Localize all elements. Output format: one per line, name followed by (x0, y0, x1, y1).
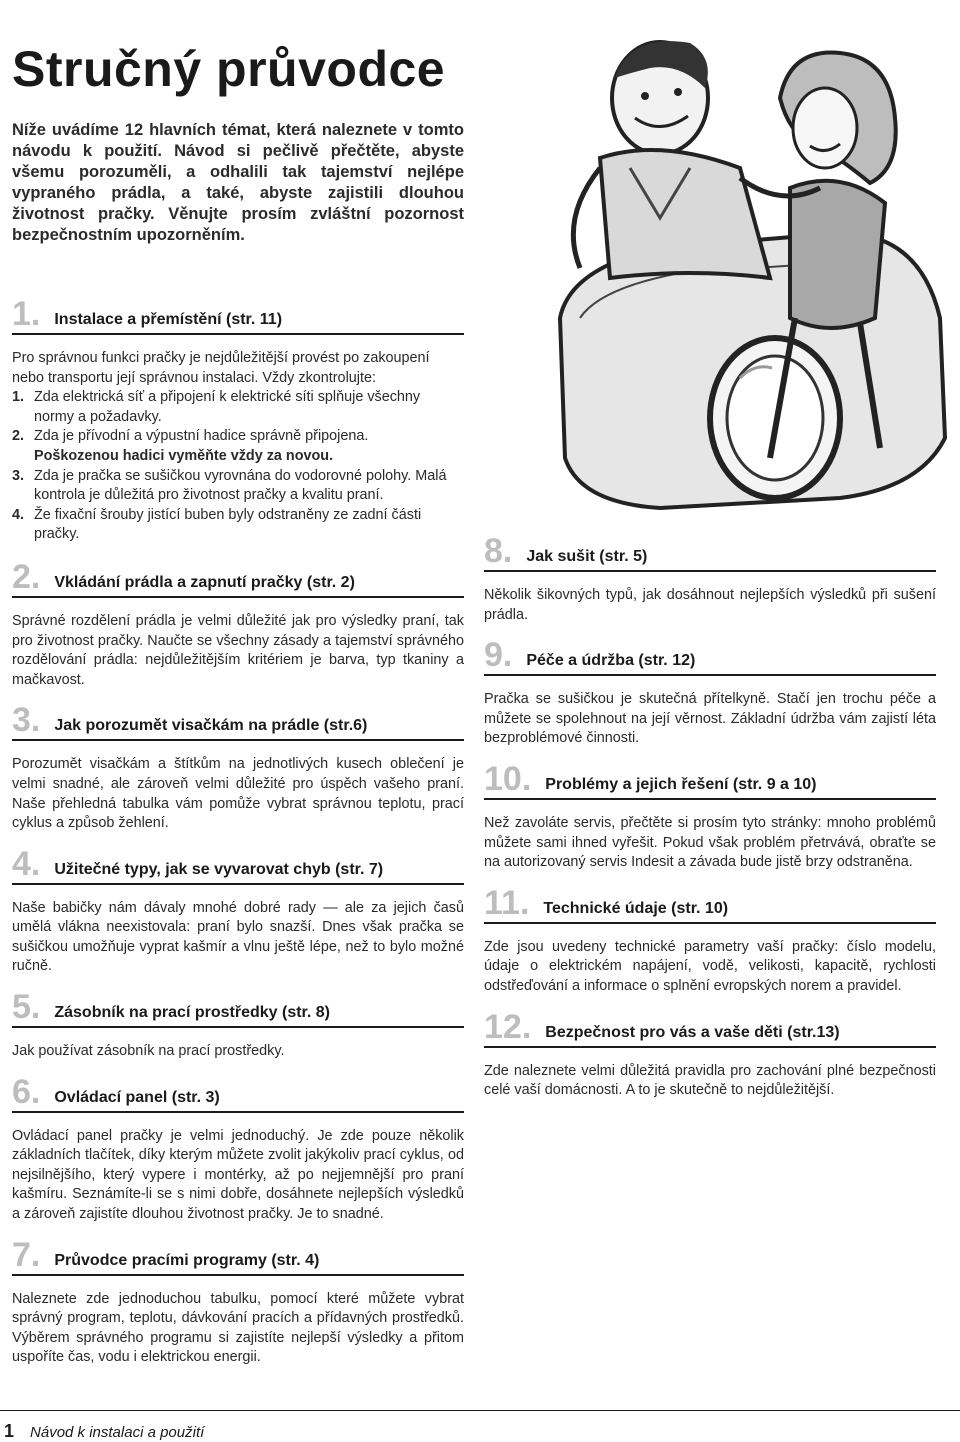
list-item: 1. Zda elektrická síť a připojení k elektrické síti splňuje všechny normy a požadavky. (12, 389, 421, 425)
intro-paragraph: Níže uvádíme 12 hlavních témat, která naleznete v tomto návodu k použití. Návod si pečlivě přečtěte, abyste všemu porozuměli, a odhalili tak tajemství nejlépe vypraného prádla, a také, abyste zajistili dlouhou životnost pračky. Věnujte prosím zvláštní pozornost bezpečnostním upozorněním. (12, 121, 464, 244)
section-heading (12, 295, 464, 335)
section-title: Instalace a přemístění (str. 11) (54, 311, 283, 328)
section-body: Jak používat zásobník na prací prostředky. (12, 1043, 285, 1060)
section-number: 6. (12, 1072, 41, 1111)
section-heading (12, 557, 464, 598)
section-number: 5. (12, 988, 41, 1027)
page-footer (4, 1421, 204, 1442)
section-number: 11. (484, 883, 530, 922)
section-dispenser (12, 988, 464, 1062)
section-title: Jak porozumět visačkám na prádle (str.6) (54, 717, 368, 735)
section-title: Užitečné typy, jak se vyvarovat chyb (str. 7) (54, 860, 384, 878)
section-body: Než zavoláte servis, přečtěte si prosím tyto stránky: mnoho problémů můžete sami ihned vyřešit. Pokud však problém přetrvává, obraťte se na autorizovaný servis Indesit a závada bude jistě brzy odstraněna. (484, 814, 936, 871)
section-drying (484, 532, 936, 625)
section-control-panel (12, 1072, 464, 1225)
section-body: Naše babičky nám dávaly mnohé dobré rady — ale za jejich časů umělá vlákna neexistovala: praní bylo snazší. Dnes však pračka se sušičkou umožňuje vyprat kašmír a vlnu ještě lépe, než to bylo možné ručně. (12, 899, 464, 975)
section-title: Vkládání prádla a zapnutí pračky (str. 2) (54, 573, 355, 591)
section-installation (12, 295, 464, 545)
section-number: 7. (12, 1235, 41, 1274)
page-title: Stručný průvodce (12, 41, 446, 97)
section-heading (484, 883, 936, 924)
checklist (12, 388, 464, 545)
section-heading (484, 759, 936, 800)
section-body: Zde jsou uvedeny technické parametry vaší pračky: číslo modelu, údaje o elektrickém napájení, vodě, velikosti, kapacitě, rychlosti odstřeďování a informace o splnění evropských norem a pravidel. (484, 938, 936, 994)
list-item: 3. Zda je pračka se sušičkou vyrovnána do vodorovné polohy. Malá kontrola je důležitá pro životnost pračky a kvalitu praní. (12, 467, 447, 504)
section-title: Ovládací panel (str. 3) (54, 1088, 220, 1106)
section-number: 12. (484, 1007, 532, 1046)
section-title: Bezpečnost pro vás a vaše děti (str.13) (545, 1023, 840, 1041)
section-title: Péče a údržba (str. 12) (526, 652, 696, 670)
section-tips (12, 844, 464, 977)
right-column (484, 532, 936, 1101)
left-column (12, 295, 464, 1368)
section-body: Naleznete zde jednoduchou tabulku, pomocí které můžete vybrat správný program, teplotu, dávkování pracích a přídavných prostředků. Výběrem správného programu si zajistíte nejlepší výsledky a přitom uspoříte čas, vodu i elektrickou energii. (12, 1290, 464, 1366)
section-title: Průvodce pracími programy (str. 4) (54, 1251, 320, 1269)
section-number: 1. (12, 295, 41, 333)
list-item: 4. Že fixační šrouby jistící buben byly odstraněny ze zadní části pračky. (12, 506, 422, 543)
section-troubleshooting (484, 759, 936, 873)
section-title: Jak sušit (str. 5) (526, 548, 648, 565)
section-loading (12, 557, 464, 690)
footer-text: Návod k instalaci a použití (30, 1424, 205, 1441)
section-body: Pračka se sušičkou je skutečná přítelkyně. Stačí jen trochu péče a můžete se spolehnout na její věrnost. Základní údržba vám zajistí léta bezproblémové činnosti. (484, 691, 936, 747)
section-labels (12, 701, 464, 833)
section-body: Pro správnou funkci pračky je nejdůležitější provést po zakoupení nebo transportu její správnou instalaci. Vždy zkontrolujte: (12, 350, 430, 386)
footer-divider (0, 1410, 960, 1411)
section-number: 10. (484, 759, 532, 798)
section-title: Technické údaje (str. 10) (543, 899, 729, 917)
section-title: Problémy a jejich řešení (str. 9 a 10) (545, 775, 817, 793)
section-heading (484, 636, 936, 676)
section-number: 3. (12, 701, 41, 740)
section-programs (12, 1235, 464, 1368)
section-heading (12, 1235, 464, 1276)
list-item: 2. Zda je přívodní a výpustní hadice správně připojena. Poškozenou hadici vyměňte vždy za novou. (12, 428, 369, 464)
section-title: Zásobník na prací prostředky (str. 8) (54, 1004, 330, 1022)
section-body: Porozumět visačkám a štítkům na jednotlivých kusech oblečení je velmi snadné, ale zároveň velmi důležité pro úspěch vašeho praní. Naše přehledná tabulka vám pomůže vybrat správnou teplotu, prací cyklus a způsob žehlení. (12, 756, 464, 832)
section-body: Několik šikovných typů, jak dosáhnout nejlepších výsledků při sušení prádla. (484, 587, 936, 623)
section-heading (12, 988, 464, 1028)
page-number: 1 (4, 1421, 15, 1441)
section-number: 9. (484, 636, 513, 675)
section-maintenance (484, 636, 936, 749)
section-heading (484, 532, 936, 572)
section-number: 4. (12, 844, 41, 883)
section-safety (484, 1007, 936, 1101)
section-heading (12, 1072, 464, 1113)
section-heading (12, 844, 464, 885)
couple-with-washing-machine-illustration (540, 18, 960, 528)
section-heading (484, 1007, 936, 1048)
section-technical-data (484, 883, 936, 997)
section-body: Zde naleznete velmi důležitá pravidla pro zachování plné bezpečnosti celé vaší domácnosti. A to je skutečně to nejdůležitější. (484, 1062, 936, 1099)
section-number: 2. (12, 557, 41, 596)
section-body: Ovládací panel pračky je velmi jednoduchý. Je zde pouze několik základních tlačítek, díky kterým můžete zvolit jakýkoliv prací cyklus, od nejsilnějšího, který vypere i montérky, až po nejjemnější pro praní kašmíru. Seznámíte-li se s nimi dobře, dosáhnete nejlepších výsledků a zároveň zajistíte dlouhou životnost pračky. Je to snadné. (12, 1127, 464, 1223)
section-number: 8. (484, 532, 513, 570)
section-heading (12, 701, 464, 741)
section-body: Správné rozdělení prádla je velmi důležité jak pro výsledky praní, tak pro životnost pračky. Naučte se všechny zásady a tajemství správného rozdělování prádla: nejdůležitějším kritériem je barva, typ tkaniny a mačkavost. (12, 612, 464, 688)
